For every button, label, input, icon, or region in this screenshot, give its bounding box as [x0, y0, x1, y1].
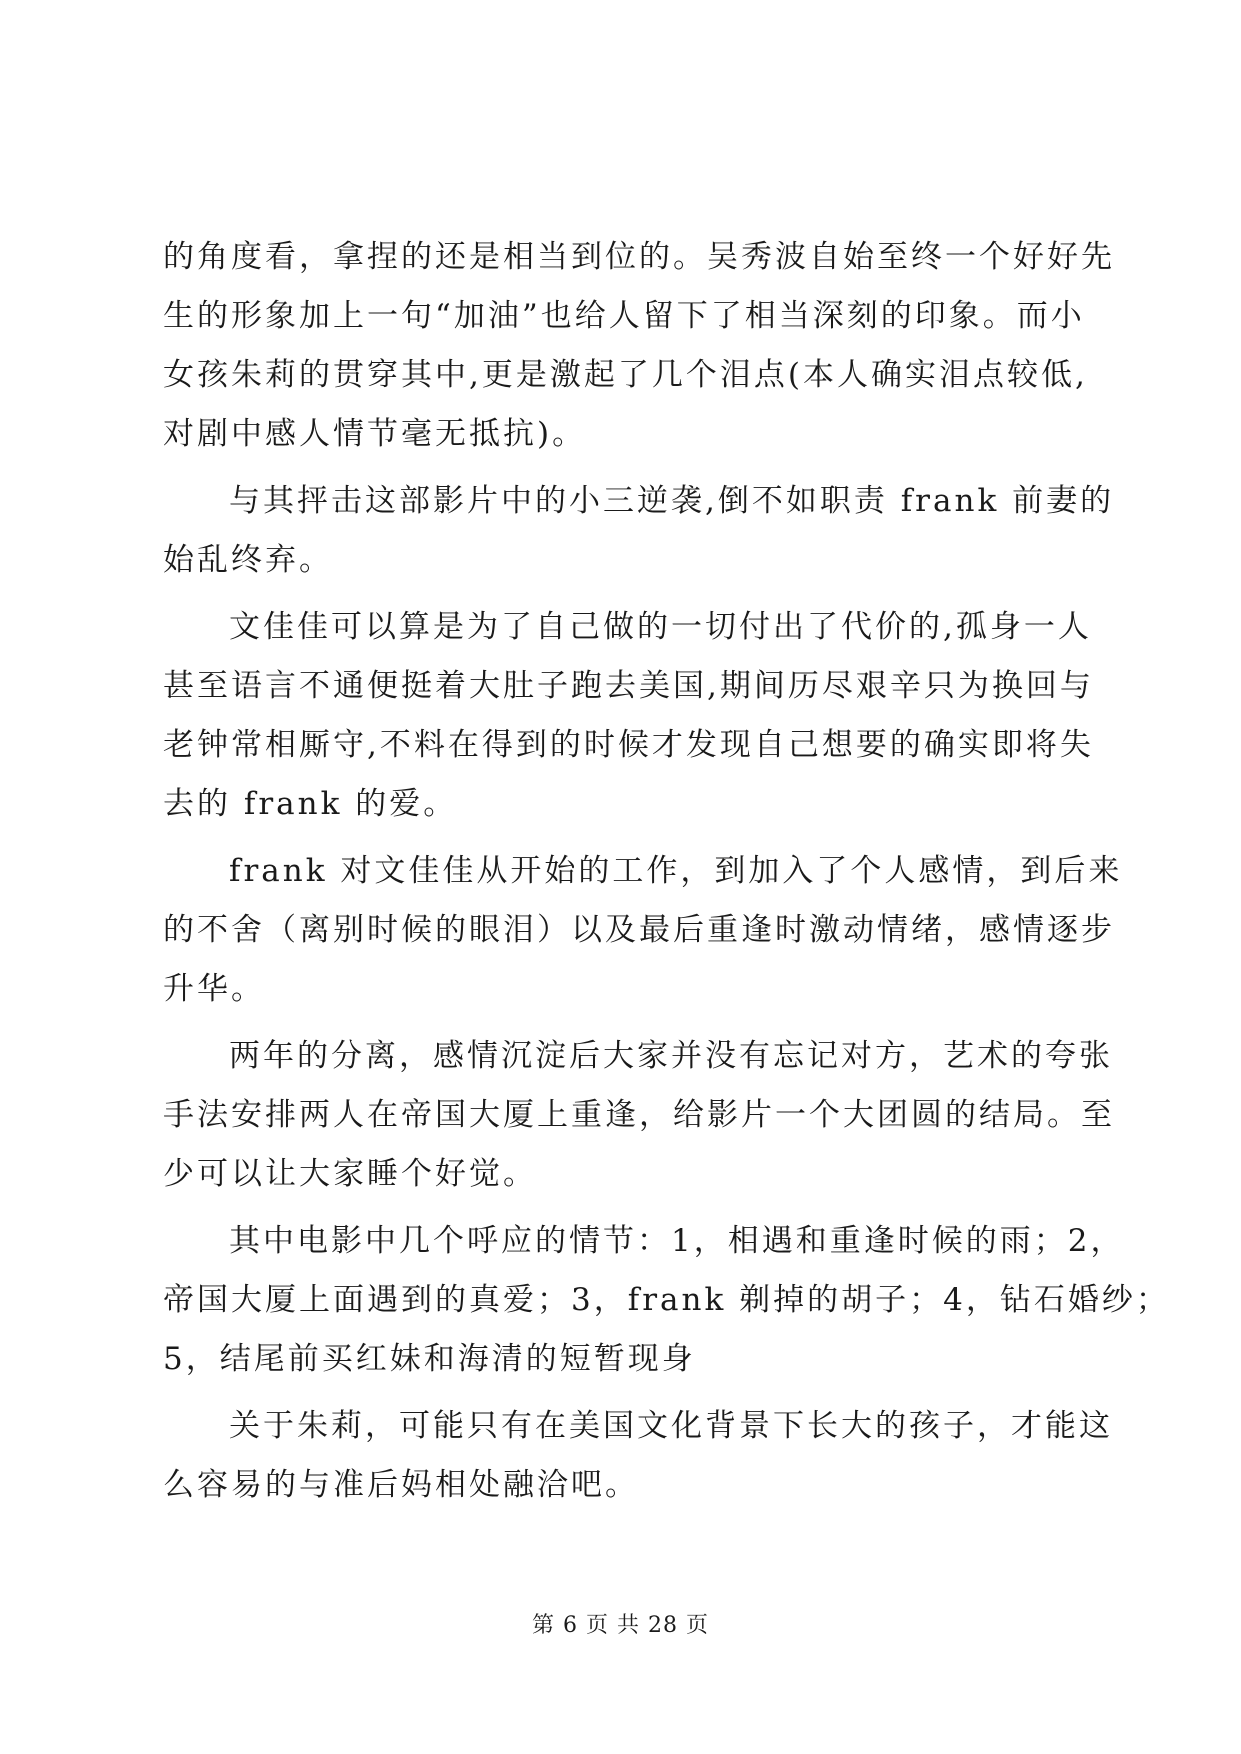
text-line: 5，结尾前买红妹和海清的短暂现身	[163, 1341, 696, 1377]
text-line: 对剧中感人情节毫无抵抗)。	[163, 416, 587, 452]
text-line: 手法安排两人在帝国大厦上重逢，给影片一个大团圆的结局。至	[163, 1097, 1115, 1133]
paragraph-1	[163, 228, 1115, 464]
text-line: 升华。	[163, 971, 265, 1007]
text-line: 与其抨击这部影片中的小三逆袭,倒不如职责 frank 前妻的	[229, 483, 1115, 519]
text-line: 老钟常相厮守,不料在得到的时候才发现自己想要的确实即将失	[163, 727, 1094, 763]
document-body	[163, 228, 1170, 1523]
paragraph-3	[163, 598, 1094, 834]
text-line: 帝国大厦上面遇到的真爱；3，frank 剃掉的胡子；4，钻石婚纱；	[163, 1282, 1170, 1318]
paragraph-2	[163, 472, 1115, 590]
text-line: 甚至语言不通便挺着大肚子跑去美国,期间历尽艰辛只为换回与	[163, 668, 1094, 704]
text-line: 其中电影中几个呼应的情节：1，相遇和重逢时候的雨；2，	[229, 1223, 1125, 1259]
page-number-footer: 第 6 页 共 28 页	[532, 1613, 709, 1638]
paragraph-6	[163, 1212, 1170, 1389]
text-line: frank 对文佳佳从开始的工作，到加入了个人感情，到后来	[229, 853, 1123, 889]
paragraph-5	[163, 1027, 1115, 1204]
text-line: 的不舍（离别时候的眼泪）以及最后重逢时激动情绪，感情逐步	[163, 912, 1115, 948]
paragraph-4	[163, 842, 1123, 1019]
text-line: 两年的分离，感情沉淀后大家并没有忘记对方，艺术的夸张	[229, 1038, 1113, 1074]
text-line: 始乱终弃。	[163, 542, 333, 578]
text-line: 去的 frank 的爱。	[163, 786, 458, 822]
text-line: 女孩朱莉的贯穿其中,更是激起了几个泪点(本人确实泪点较低,	[163, 357, 1088, 393]
text-line: 的角度看，拿捏的还是相当到位的。吴秀波自始至终一个好好先	[163, 239, 1115, 275]
text-line: 生的形象加上一句“加油”也给人留下了相当深刻的印象。而小	[163, 298, 1085, 334]
text-line: 关于朱莉，可能只有在美国文化背景下长大的孩子，才能这	[229, 1408, 1113, 1444]
paragraph-7	[163, 1397, 1113, 1515]
text-line: 文佳佳可以算是为了自己做的一切付出了代价的,孤身一人	[229, 609, 1092, 645]
text-line: 么容易的与准后妈相处融洽吧。	[163, 1467, 639, 1503]
text-line: 少可以让大家睡个好觉。	[163, 1156, 537, 1192]
